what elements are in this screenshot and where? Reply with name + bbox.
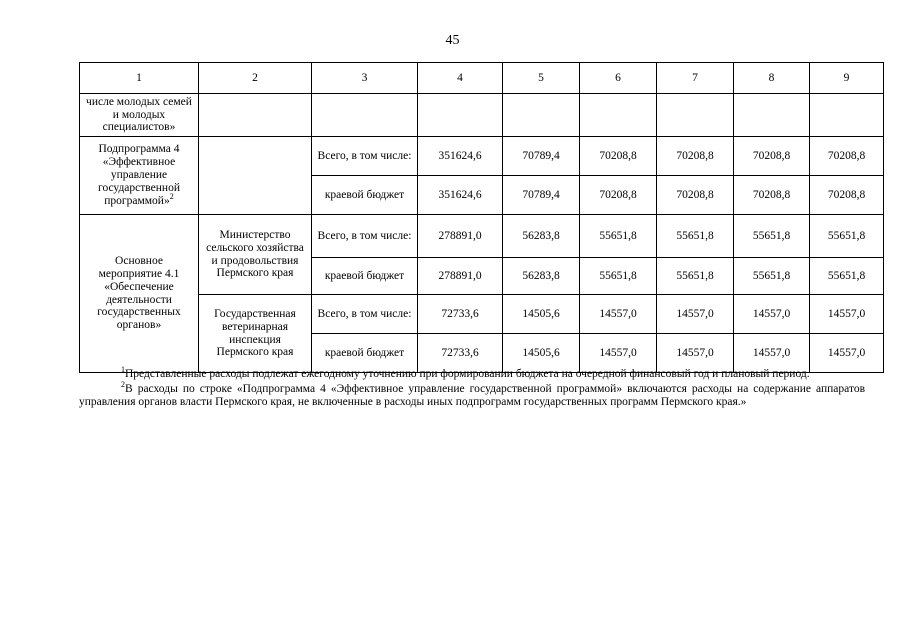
table-row (80, 215, 884, 258)
value-cell: 14557,0 (657, 334, 734, 373)
value-cell: 70208,8 (734, 176, 810, 215)
value-cell: 70208,8 (810, 176, 884, 215)
value-cell: 56283,8 (503, 258, 580, 295)
value-cell: 55651,8 (810, 215, 884, 258)
value-cell: 70208,8 (580, 176, 657, 215)
value-cell: 70208,8 (580, 137, 657, 176)
page-number: 45 (445, 33, 460, 48)
value-cell: 14557,0 (657, 295, 734, 334)
budget-table (79, 62, 884, 373)
header-cell: 2 (199, 63, 312, 94)
value-cell: 351624,6 (418, 137, 503, 176)
funding-type: Всего, в том числе: (312, 215, 418, 258)
funding-type: Всего, в том числе: (312, 137, 418, 176)
funding-type: краевой бюджет (312, 334, 418, 373)
header-cell: 5 (503, 63, 580, 94)
value-cell: 14505,6 (503, 295, 580, 334)
value-cell: 55651,8 (810, 258, 884, 295)
executor-name: Государственная ветеринарная инспекция Пермского края (199, 295, 312, 373)
measure-4-1-name: Основное мероприятие 4.1 «Обеспечение деятельности государственных органов» (80, 215, 199, 373)
continued-row-name: числе молодых семей и молодых специалистов» (80, 94, 199, 137)
table-header-row (80, 63, 884, 94)
value-cell: 55651,8 (734, 258, 810, 295)
funding-type: Всего, в том числе: (312, 295, 418, 334)
value-cell: 55651,8 (580, 215, 657, 258)
header-cell: 7 (657, 63, 734, 94)
funding-type: краевой бюджет (312, 176, 418, 215)
value-cell: 70208,8 (734, 137, 810, 176)
value-cell: 351624,6 (418, 176, 503, 215)
header-cell: 8 (734, 63, 810, 94)
value-cell: 56283,8 (503, 215, 580, 258)
header-cell: 9 (810, 63, 884, 94)
header-cell: 1 (80, 63, 199, 94)
value-cell: 70208,8 (657, 176, 734, 215)
value-cell: 278891,0 (418, 258, 503, 295)
value-cell: 70208,8 (810, 137, 884, 176)
footnote-2: $^2$В расходы по строке «Подпрограмма 4 «Эффективное управление государственной программой» включаются расходы на содержание аппаратов управления органов власти Пермского края, не включенные в расходы иных подпрограмм государственных программ Пермского края.» (79, 380, 865, 409)
value-cell: 70208,8 (657, 137, 734, 176)
value-cell: 278891,0 (418, 215, 503, 258)
table-row (80, 94, 884, 137)
value-cell: 14557,0 (810, 295, 884, 334)
value-cell: 72733,6 (418, 295, 503, 334)
table-row (80, 295, 884, 334)
value-cell: 14557,0 (580, 334, 657, 373)
table-row (80, 137, 884, 176)
value-cell: 14505,6 (503, 334, 580, 373)
footnote-mark: 2 (121, 380, 125, 390)
value-cell: 55651,8 (657, 258, 734, 295)
subprogram-4-name: Подпрограмма 4 «Эффективное управление государственной программой»$^2$ (80, 137, 199, 215)
funding-type: краевой бюджет (312, 258, 418, 295)
footnote-1: $^1$Представленные расходы подлежат ежегодному уточнению при формировании бюджета на очередной финансовый год и плановый период. (121, 365, 810, 380)
footnotes (79, 365, 865, 410)
value-cell: 14557,0 (734, 295, 810, 334)
value-cell: 14557,0 (580, 295, 657, 334)
value-cell: 55651,8 (734, 215, 810, 258)
value-cell: 70789,4 (503, 176, 580, 215)
value-cell: 70789,4 (503, 137, 580, 176)
value-cell: 55651,8 (657, 215, 734, 258)
value-cell: 14557,0 (810, 334, 884, 373)
value-cell: 72733,6 (418, 334, 503, 373)
header-cell: 3 (312, 63, 418, 94)
value-cell: 14557,0 (734, 334, 810, 373)
value-cell: 55651,8 (580, 258, 657, 295)
header-cell: 4 (418, 63, 503, 94)
executor-name: Министерство сельского хозяйства и продовольствия Пермского края (199, 215, 312, 295)
footnote-mark: 1 (121, 365, 125, 375)
header-cell: 6 (580, 63, 657, 94)
